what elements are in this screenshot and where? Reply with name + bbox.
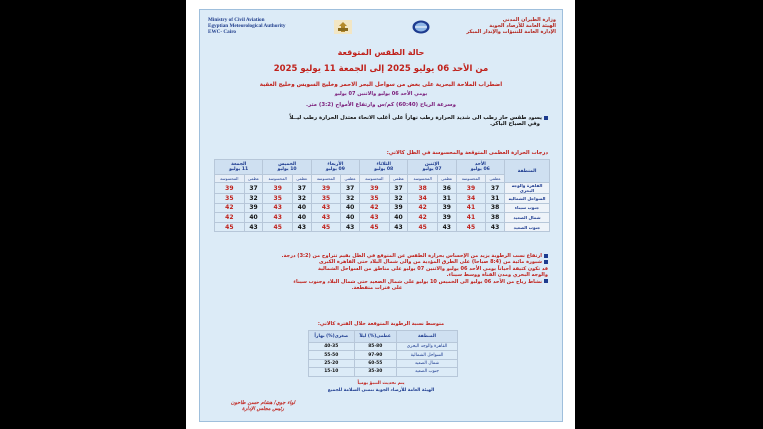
- humidity-min-cell: 55-50: [309, 351, 355, 359]
- max-temp-cell: 37: [244, 183, 263, 194]
- notes: [206, 253, 548, 291]
- feels-like-cell: 43: [311, 213, 341, 223]
- marine-warning-days: يومي الأحد 06 يوليو والاثنين 07 يوليو: [334, 91, 428, 97]
- max-temp-cell: 39: [437, 203, 456, 213]
- date-range: من الأحد 06 يوليو 2025 إلى الجمعة 11 يوليو 2025: [273, 64, 489, 74]
- max-temp-cell: 37: [486, 183, 505, 194]
- header-en-line: EWC- Cairo: [208, 29, 237, 35]
- humidity-region-cell: القاهرة والوجه البحري: [397, 343, 458, 351]
- footer-authority: الهيئة العامة للأرصاد الجوية تتمنى السلامة للجميع: [327, 388, 435, 393]
- max-temp-cell: 32: [244, 194, 263, 204]
- feels-like-cell: 35: [311, 194, 341, 204]
- max-subheader: عظمى: [341, 175, 360, 183]
- max-temp-cell: 40: [244, 213, 263, 223]
- max-temp-cell: 40: [292, 213, 311, 223]
- feels-like-cell: 45: [360, 222, 390, 232]
- humidity-title: متوسط نسبة الرطوبة المتوقعة خلال الفترة كالاتي:: [317, 321, 445, 327]
- humidity-min-cell: 25-20: [309, 359, 355, 367]
- table-subheader-row: [215, 175, 550, 183]
- max-temp-cell: 40: [292, 203, 311, 213]
- marine-wind-waves: وسرعة الرياح (60:40) كم/س وارتفاع الأمواج (3:2) متر.: [306, 102, 456, 108]
- feels-like-cell: 45: [311, 222, 341, 232]
- max-subheader: عظمى: [437, 175, 456, 183]
- max-temp-cell: 39: [437, 213, 456, 223]
- humidity-body: [309, 343, 458, 377]
- feels-like-cell: 45: [456, 222, 486, 232]
- feels-like-cell: 35: [263, 194, 293, 204]
- day-date: 07 يوليو: [422, 167, 442, 172]
- day-name: الأحد: [474, 162, 486, 167]
- feels-like-cell: 39: [360, 183, 390, 194]
- day-name: الخميس: [278, 162, 297, 167]
- feels-like-cell: 45: [263, 222, 293, 232]
- note-humidity: ارتفاع نسب الرطوبة يزيد من الإحساس بحرارة الطقس عن المتوقع في الظل بقيم تتراوح من (3:2) درجة.: [206, 253, 548, 259]
- day-date: 10 يوليو: [277, 167, 297, 172]
- signature-title: رئيس مجلس الإدارة: [242, 406, 284, 413]
- humidity-header-row: [309, 331, 458, 343]
- feels-like-cell: 35: [215, 194, 245, 204]
- region-cell: القاهرة والوجه البحري: [505, 183, 550, 194]
- general-forecast: [208, 115, 548, 128]
- humidity-max-cell: 85-80: [354, 343, 397, 351]
- feels-like-subheader: المحسوسة: [311, 175, 341, 183]
- document-page: [186, 0, 575, 429]
- feels-like-subheader: المحسوسة: [360, 175, 390, 183]
- max-subheader: عظمى: [292, 175, 311, 183]
- max-temp-cell: 39: [244, 203, 263, 213]
- region-cell: السواحل الشمالية: [505, 194, 550, 204]
- table-row: [215, 222, 550, 232]
- feels-like-cell: 42: [408, 203, 438, 213]
- note-wind-cont: على فترات متقطعة.: [351, 285, 403, 292]
- max-temp-cell: 31: [486, 194, 505, 204]
- max-temp-cell: 43: [341, 222, 360, 232]
- feels-like-cell: 34: [456, 194, 486, 204]
- day-date: 11 يوليو: [229, 167, 249, 172]
- humidity-row: [309, 343, 458, 351]
- max-temp-cell: 40: [389, 213, 408, 223]
- max-temp-cell: 43: [437, 222, 456, 232]
- humidity-max-cell: 97-90: [354, 351, 397, 359]
- max-temp-cell: 38: [486, 203, 505, 213]
- max-temp-cell: 37: [389, 183, 408, 194]
- feels-like-cell: 45: [408, 222, 438, 232]
- day-name: الثلاثاء: [376, 162, 391, 167]
- feels-like-cell: 43: [360, 213, 390, 223]
- note-wind: نشاط رياح من الأحد 06 يوليو الى الخميس 10 يوليو على شمال الصعيد حتى شمال البلاد وجنوب سيناء: [206, 279, 548, 285]
- max-temp-cell: 32: [292, 194, 311, 204]
- humidity-region-cell: جنوب الصعيد: [397, 368, 458, 376]
- table-row: [215, 203, 550, 213]
- humidity-max-cell: 60-55: [354, 359, 397, 367]
- humidity-max-cell: 35-30: [354, 368, 397, 376]
- day-name: الأربعاء: [327, 162, 344, 167]
- header-ar-line: وزارة الطيران المدني: [502, 17, 556, 23]
- feels-like-subheader: المحسوسة: [263, 175, 293, 183]
- humidity-table: [308, 330, 458, 377]
- feels-like-cell: 41: [456, 203, 486, 213]
- max-temp-cell: 37: [292, 183, 311, 194]
- note-fog-cont: قد تكون كثيفة أحياناً يومي الأحد 06 يوليو والاثنين 07 يوليو على مناطق من السواحل الشمالية: [317, 265, 548, 272]
- forecast-bulletin: [199, 9, 563, 422]
- feels-like-cell: 42: [215, 203, 245, 213]
- marine-warning: اضطراب الملاحة البحرية على بعض من سواحل البحر الاحمر وخليج السويس وخليج العقبة: [259, 82, 503, 88]
- feels-like-cell: 38: [408, 183, 438, 194]
- day-header: [456, 160, 504, 175]
- header-en-line: Ministry of Civil Aviation: [208, 17, 265, 23]
- humidity-min-cell: 40-35: [309, 343, 355, 351]
- feels-like-cell: 34: [408, 194, 438, 204]
- bullet-icon: [544, 116, 548, 120]
- day-header: [263, 160, 311, 175]
- max-temp-cell: 43: [292, 222, 311, 232]
- footer-slogan: يتم تحديث التنبؤ يومياً: [357, 381, 405, 386]
- day-header: [311, 160, 359, 175]
- header-english: [208, 17, 328, 35]
- humidity-region-cell: شمال الصعيد: [397, 359, 458, 367]
- bullet-icon: [544, 260, 548, 264]
- humidity-row: [309, 368, 458, 376]
- humidity-region-cell: السواحل الشمالية: [397, 351, 458, 359]
- feels-like-cell: 42: [360, 203, 390, 213]
- region-column-header: المنطقة: [505, 160, 550, 183]
- egypt-eagle-logo-icon: [334, 20, 352, 34]
- max-temp-cell: 43: [486, 222, 505, 232]
- feels-like-subheader: المحسوسة: [408, 175, 438, 183]
- signature: [208, 400, 318, 413]
- bullet-icon: [544, 254, 548, 258]
- max-temp-cell: 36: [437, 183, 456, 194]
- bullet-icon: [544, 279, 548, 283]
- day-name: الجمعة: [231, 162, 247, 167]
- table-body: [215, 183, 550, 232]
- note-fog: شبورة مائية من (8:4 صباحا) على الطرق المؤدية من والى شمال البلاد حتى القاهرة الكبرى: [206, 259, 548, 265]
- feels-like-cell: 35: [360, 194, 390, 204]
- max-temp-cell: 32: [341, 194, 360, 204]
- feels-like-cell: 39: [456, 183, 486, 194]
- header-ar-line: الهيئة العامة للأرصاد الجوية: [489, 23, 556, 29]
- table-row: [215, 213, 550, 223]
- humidity-row: [309, 351, 458, 359]
- general-forecast-line: يسود طقس حار رطب الى شديد الحرارة رطب نهاراً على أغلب الانحاء معتدل الحرارة رطب ليــلاً: [208, 115, 548, 121]
- feels-like-cell: 43: [263, 213, 293, 223]
- max-temp-cell: 40: [341, 213, 360, 223]
- max-temp-cell: 43: [389, 222, 408, 232]
- table-title: درجات الحرارة العظمى المتوقعة والمحسوسة في الظل كالاتي:: [386, 150, 548, 156]
- max-temp-cell: 39: [389, 203, 408, 213]
- day-date: 09 يوليو: [325, 167, 345, 172]
- feels-like-cell: 43: [311, 203, 341, 213]
- feels-like-cell: 39: [311, 183, 341, 194]
- max-temp-cell: 43: [244, 222, 263, 232]
- max-subheader: عظمى: [389, 175, 408, 183]
- humidity-row: [309, 359, 458, 367]
- max-subheader: عظمى: [244, 175, 263, 183]
- temperature-table: [214, 159, 550, 232]
- feels-like-cell: 41: [456, 213, 486, 223]
- table-header-row: [215, 160, 550, 175]
- feels-like-cell: 43: [263, 203, 293, 213]
- max-temp-cell: 40: [341, 203, 360, 213]
- feels-like-cell: 45: [215, 222, 245, 232]
- table-row: [215, 183, 550, 194]
- humidity-min-header: صغرى(%) نهاراً: [309, 331, 355, 343]
- max-temp-cell: 37: [341, 183, 360, 194]
- meteorological-authority-logo-icon: [412, 20, 430, 34]
- general-forecast-line: وفي الصباح الباكر.: [489, 121, 540, 128]
- day-header: [408, 160, 456, 175]
- feels-like-subheader: المحسوسة: [456, 175, 486, 183]
- humidity-min-cell: 15-10: [309, 368, 355, 376]
- max-temp-cell: 32: [389, 194, 408, 204]
- day-header: [215, 160, 263, 175]
- feels-like-cell: 39: [215, 183, 245, 194]
- page-title: حالة الطقس المتوقعة: [337, 48, 425, 57]
- max-temp-cell: 38: [486, 213, 505, 223]
- region-cell: جنوب سيناء: [505, 203, 550, 213]
- feels-like-cell: 42: [408, 213, 438, 223]
- header-en-line: Egyptian Meteorological Authority: [208, 23, 286, 29]
- header-ar-line: الإدارة العامة للتنبؤات والإنذار المبكر: [466, 29, 556, 35]
- header-arabic: [436, 17, 556, 35]
- humidity-region-header: المنطقة: [397, 331, 458, 343]
- max-temp-cell: 31: [437, 194, 456, 204]
- region-cell: شمال الصعيد: [505, 213, 550, 223]
- day-name: الإثنين: [424, 162, 440, 167]
- day-date: 06 يوليو: [470, 167, 490, 172]
- humidity-max-header: عظمى(%) ليلاً: [354, 331, 397, 343]
- feels-like-cell: 42: [215, 213, 245, 223]
- max-subheader: عظمى: [486, 175, 505, 183]
- table-row: [215, 194, 550, 204]
- note-fog-cont: والوجه البحري ومدن القناة ووسط سيناء.: [446, 272, 548, 279]
- feels-like-subheader: المحسوسة: [215, 175, 245, 183]
- feels-like-cell: 39: [263, 183, 293, 194]
- signature-name: لواء جوي/ هشام حسن طاحون: [230, 400, 296, 406]
- day-header: [360, 160, 408, 175]
- day-date: 08 يوليو: [374, 167, 394, 172]
- region-cell: جنوب الصعيد: [505, 222, 550, 232]
